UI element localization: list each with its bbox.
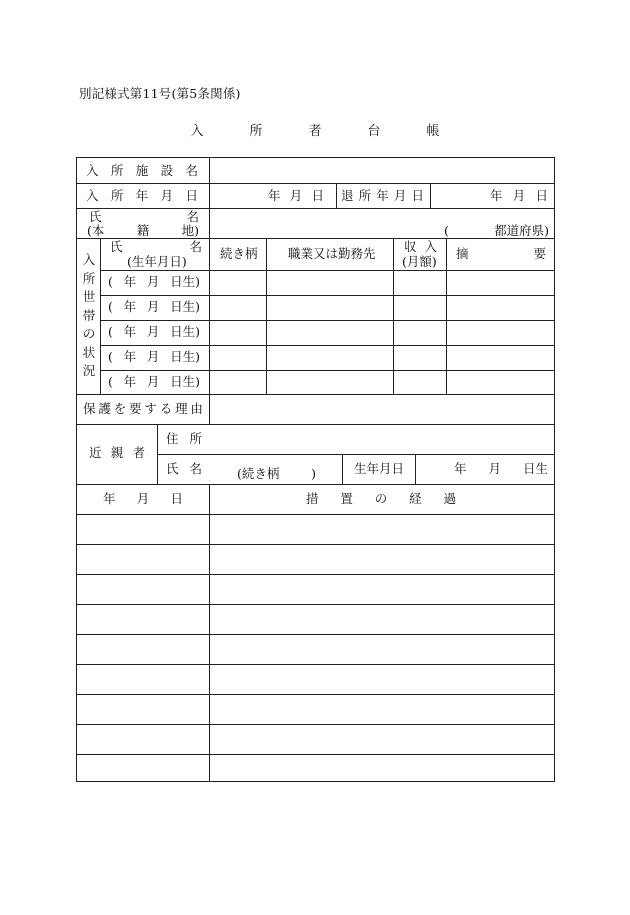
column-divider: [100, 238, 101, 394]
register-form-table: [76, 157, 555, 782]
household-status-label: 入 所 世 帯 の 状 況: [82, 252, 96, 379]
column-divider: [393, 238, 394, 394]
log-date-header: 年 月 日: [103, 491, 183, 506]
row-divider: [77, 424, 554, 425]
relative-address-label: 住 所: [166, 431, 202, 446]
row-divider: [77, 514, 554, 515]
name-label: 氏 名: [89, 209, 199, 224]
title-char: 者: [308, 124, 322, 139]
household-dob-cell[interactable]: ( 年 月 日生): [108, 349, 200, 364]
relation-header: 続き柄: [220, 246, 258, 261]
column-divider: [157, 424, 158, 484]
column-divider: [266, 238, 267, 394]
relative-dob-label: 生年月日: [354, 461, 405, 476]
row-divider: [100, 345, 554, 346]
discharge-date-label: 退 所 年 月 日: [341, 188, 424, 203]
row-divider: [77, 238, 554, 239]
title-char: 所: [249, 124, 263, 139]
occupation-header: 職業又は勤務先: [288, 246, 376, 261]
column-divider: [446, 238, 447, 394]
row-divider: [77, 754, 554, 755]
household-dob-cell[interactable]: ( 年 月 日生): [108, 299, 200, 314]
row-divider: [77, 724, 554, 725]
row-divider: [100, 320, 554, 321]
row-divider: [77, 664, 554, 665]
log-history-header: 措 置 の 経 過: [306, 491, 456, 506]
row-divider: [77, 484, 554, 485]
column-divider: [209, 158, 210, 424]
row-divider: [77, 634, 554, 635]
row-divider: [77, 694, 554, 695]
next-of-kin-label: 近 親 者: [89, 445, 145, 460]
household-dob-cell[interactable]: ( 年 月 日生): [108, 374, 200, 389]
facility-name-label: 入 所 施 設 名: [86, 163, 198, 178]
row-divider: [77, 183, 554, 184]
admission-date-field[interactable]: 年 月 日: [268, 188, 324, 203]
prefecture-suffix: ( 都道府県): [444, 223, 549, 238]
row-divider: [100, 370, 554, 371]
title-char: 入: [190, 124, 204, 139]
income-header: 収 入: [404, 239, 437, 254]
page-title: [0, 120, 630, 139]
row-divider: [100, 270, 554, 271]
household-dob-cell[interactable]: ( 年 月 日生): [108, 324, 200, 339]
column-divider: [430, 183, 431, 208]
column-divider: [336, 183, 337, 208]
column-divider: [342, 454, 343, 484]
title-char: 台: [367, 124, 381, 139]
title-char: 帳: [426, 124, 440, 139]
relative-name-label: 氏 名: [166, 461, 202, 476]
column-divider: [209, 484, 210, 781]
reason-for-protection-label: 保 護 を 要 す る 理 由: [83, 401, 203, 416]
row-divider: [100, 295, 554, 296]
remarks-header: 摘 要: [456, 246, 546, 261]
row-divider: [77, 544, 554, 545]
domicile-label: (本 籍 地): [87, 223, 199, 238]
discharge-date-field[interactable]: 年 月 日: [490, 188, 548, 203]
household-name-header: 氏 名: [110, 239, 202, 254]
relative-dob-field[interactable]: 年 月 日生: [454, 461, 548, 476]
column-divider: [415, 454, 416, 484]
household-dob-header: (生年月日): [127, 254, 187, 269]
facility-name-field[interactable]: [210, 159, 553, 182]
household-dob-cell[interactable]: ( 年 月 日生): [108, 274, 200, 289]
row-divider: [77, 394, 554, 395]
admission-date-label: 入 所 年 月 日: [86, 188, 198, 203]
form-number-label: 別記様式第11号(第5条関係): [79, 86, 241, 101]
row-divider: [157, 454, 554, 455]
income-monthly-header: (月額): [402, 254, 437, 269]
relative-relation-field[interactable]: (続き柄 ): [237, 466, 316, 481]
row-divider: [77, 574, 554, 575]
row-divider: [77, 604, 554, 605]
row-divider: [77, 208, 554, 209]
